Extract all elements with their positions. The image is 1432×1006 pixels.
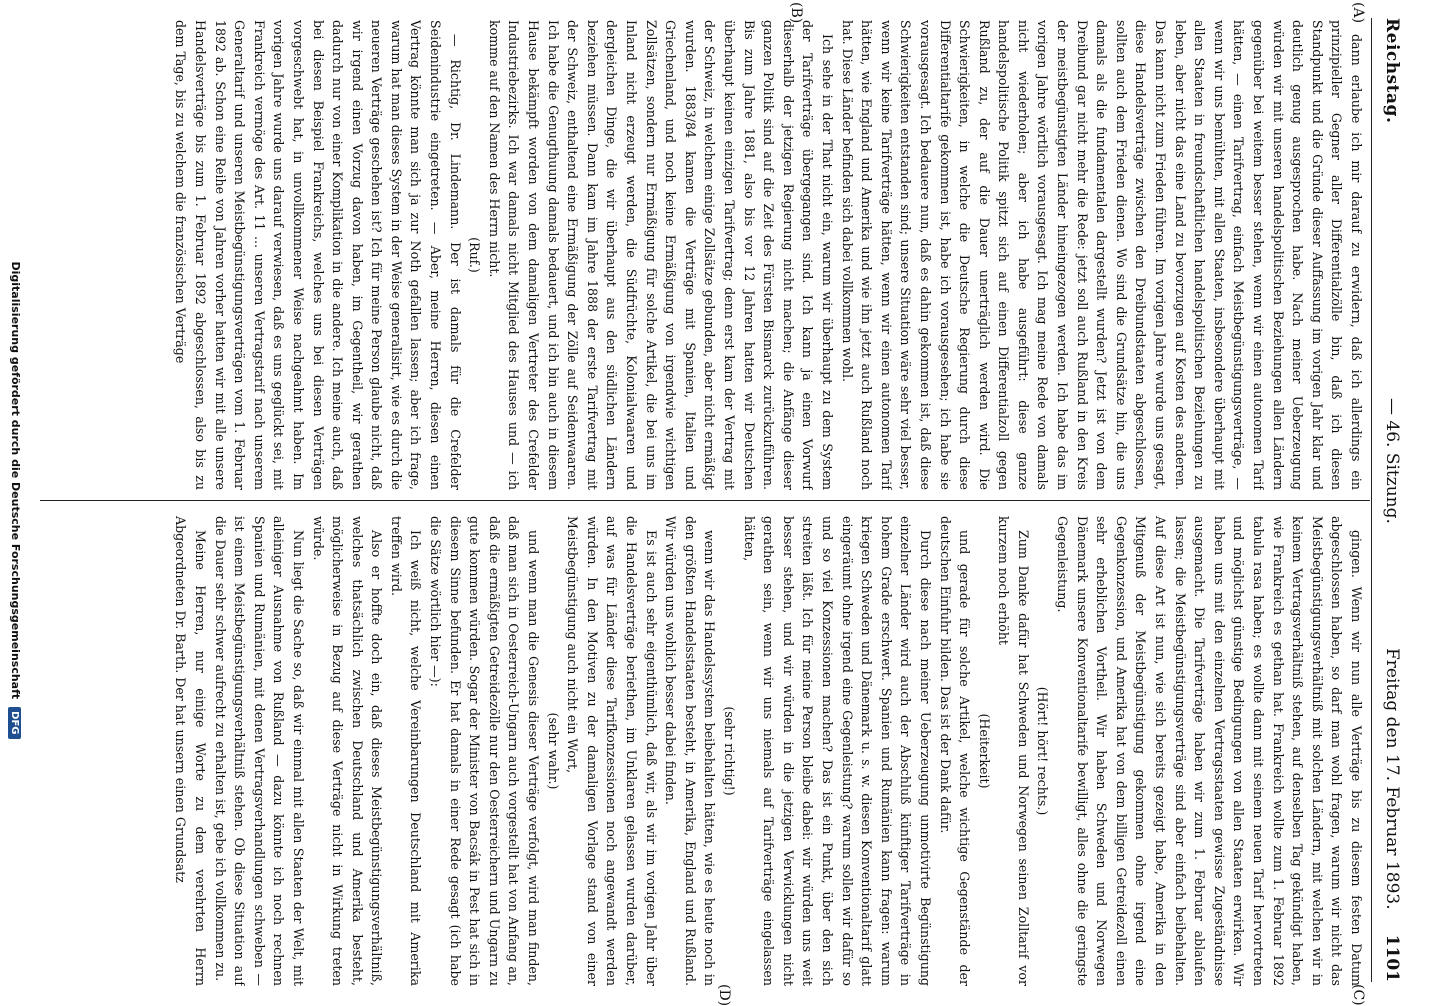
paragraph: wenn wir das Handelssystem beibehalten hätten, wie es heute noch in den größten Handelsstaaten besteht, in Amerika, England und Rußland. Wir würden uns wohlich besser dabei finden. [663,516,718,986]
stage-direction: (sehr wahr.) [545,712,561,790]
header-page-number: 1101 [1382,934,1402,982]
paragraph: Nun liegt die Sache so, daß wir einmal mit allen Staaten der Welt, mit alleiniger Ausnahme von Rußland — dazu könnte ich noch rechnen Spanien und Rumänien, mit denen Vertragsverhandlungen schweben — ist einem Meistbegünstigungsverhältniß stehen. Ob diese Situation auf die Dauer sehr schwer aufrecht zu erhalten ist, gebe ich vollkommen zu. [212,516,306,986]
digitization-credit [8,0,22,1000]
stage-direction: (sehr richtig!) [722,706,737,796]
margin-marker-b: (B) [788,2,804,24]
right-text-column [36,516,1366,986]
paragraph: und wenn man die Genesis dieser Verträge verfolgt, wird man finden, daß man sich in Oesterreich-Ungarn auch vorgestellt hat von Anfang an, daß die ermäßigten Getreidezölle nur den Oesterreichern und Ungarn zu gute kommen würden. Sogar der Minister von Bacsák in Pest hat sich in diesem Sinne befunden. Er hat damals in einer Rede gesagt (ich habe die Sätze wörtlich hier —): [428,516,542,986]
margin-marker-a: (A) [1350,2,1366,24]
paragraph: Also er hoffte doch ein, daß dieses Meistbegünstigungsverhältniß, welches thatsächlich zwischen Deutschland und Amerika besteht, möglicherweise in Bezug auf diese Verträge nicht in Wirkung treten würde. [310,516,385,986]
header-session: — 46. Sitzung. [1382,398,1402,524]
paragraph: Zum Danke dafür hat Schweden und Norwegen seinen Zolltarif vor kurzem noch erhöht [996,516,1031,986]
paragraph: — Richtig, Dr. Lindemann. Der ist damals für die Crefelder Seidenindustrie eingetreten. — Aber, meine Herren, diesen einen Vertrag könnte man sich ja zur Noth gefallen lassen; aber ich frage, warum hat man dieses System in der Weise generalisirt, wie es durch die neueren Verträge geschehen ist? Ich für meine Person glaube nicht, daß wir irgend einen Vorzug davon haben, im Gegentheil, wir gerathen dadurch nur von einer Komplikation in die andere. Ich meine auch, daß bei diesen Beispiel Frankreichs, welches uns bei diesen Verträgen vorgeschwebt hat, in unvollkommener Weise nachgeahmt haben. Im vorigen Jahre wurde uns darauf verwiesen, daß es uns geglückt sei, mit Frankreich vermöge des Art. 11 ... unseren Vertragstarif nach unserem Generaltarif und unseren Meistbegünstigungsverträgen vom 1. Februar 1892 ab. Schon eine Reihe von Jahren vorher hatten wir mit alle unsere Handelsverträge bis zum 1. Februar 1892 abgeschlossen, also bis zu dem Tage, bis zu welchem die französischen Verträge [173,20,463,490]
paragraph: gingen. Wenn wir nun alle Verträge bis zu diesem festen Datum abgeschlossen haben, so darf man wohl fragen, warum wir nicht das Meistbegünstigungsverhältniß mit solchen Ländern, mit welchen wir in keinem Vertragsverhältniß stehen, auf denselben Tag gekündigt haben, wie Frankreich es gethan hat. Frankreich wollte zum 1. Februar 1892 tabula rasa haben; es wollte dann mit seinem neuen Tarif hervortreten und möglichst günstige Bedingungen von allen Staaten erwirken. Wir haben uns mit den einzelnen Vertragsstaaten gewisse Zugeständnisse ausgemacht. Die Tarifverträge haben wir zum 1. Februar ablaufen lassen; die Meistbegünstigungsverträge sind aber einfach beibehalten. Auf diese Art ist nun, wie sich bereits gezeigt habe, Amerika in den Mitgenuß der Meistbegünstigung gekommen ohne irgend eine Gegenkonzession, und Amerika hat von dem billigen Getreidezoll einen sehr erheblichen Vortheil. Wir haben Schweden und Norwegen Dänemark unsere Konventionaltarife bewilligt, alles ohne die geringste Gegenleistung. [1055,516,1364,986]
quotation: Ich weiß nicht, welche Vereinbarungen Deutschland mit Amerika treffen wird. [388,516,424,986]
stage-direction: (Ruf.) [467,237,483,273]
dfg-logo: DFG [8,707,21,738]
header-rule [1371,18,1372,982]
paragraph: Meine Herren, nur einige Worte zu dem verehrten Herrn Abgeordneten Dr. Barth. Der hat unsern einen Grundsatz [173,516,208,986]
margin-marker-d: (D) [716,984,732,1006]
stage-direction: (Hört! hört! rechts.) [1035,686,1051,816]
paragraph: und gerade für solche Artikel, welche wichtige Gegenstände der deutschen Einfuhr bilden. Das ist der Dank dafür. [937,516,973,986]
header-date: Freitag den 17. Februar 1893. [1382,648,1402,910]
paragraph: Durch diese nach meiner Ueberzeugung unmotivirte Begünstigung einzelner Länder wird auch der Abschluß künftiger Tarifverträge in hohem Grade erschwert. Spanien und Rumänien kann fragen: warum kriegen Schweden und Dänemark u. s. w. diesen Konventionaltarif glatt eingeräumt ohne irgend eine Gegenleistung? warum sollen wir dafür so und so viel Konzessionen machen? Das ist ein Punkt, über den sich streiten läßt. Ich für meine Person bleibe dabei: wir würden uns weit besser stehen, und wir würden in die jetzigen Verwicklungen nicht gerathen sein, wenn wir uns niemals auf Tarifverträge eingelassen hätten, [741,516,933,986]
credit-text: Digitalisierung gefördert durch die Deutsche Forschungsgemeinschaft [9,261,22,700]
margin-marker-c: (C) [1350,984,1366,1006]
header-title: Reichstag. [1382,18,1402,124]
paragraph: dann erlaube ich mir darauf zu erwidern, daß ich allerdings ein prinzipieller Gegner aller Differentialzölle bin, daß ich diesen Standpunkt und die Gründe dieser Auffassung im vorigen Jahr klar und deutlich genug ausgesprochen habe. Nach meiner Ueberzeugung würden wir mit unseren handelspolitischen Beziehungen allen Ländern gegenüber bei weitem besser stehen, wenn wir einen autonomen Tarif hätten, — einen Tarifvertrag, einfach Meistbegünstigungsverträge, — wenn wir uns bemühten, mit allen Staaten, insbesondere überhaupt mit allen Staaten in freundschaftlichen handelspolitischen Beziehungen zu leben, aber nicht das eine Land zu bevorzugen auf Kosten des anderen. Das kann nicht zum Frieden führen. Im vorigen Jahre wurde uns gesagt, diese Handelsverträge zwischen den Dreibundstaaten abgeschlossen, sollten auch dem Frieden dienen. Wo sind die Grundsätze hin, die uns damals als die fundamentalen dargestellt wurden? Jetzt ist von dem Dreibund gar nicht mehr die Rede: jetzt soll auch Rußland in den Kreis der meistbegünstigten Länder hineingezogen werden. Ich habe das im vorigen Jahre wörtlich vorausgesagt. Ich mag meine Rede von damals nicht wiederholen; aber ich habe ausgeführt: diese ganze handelspolitische Politik spitzt sich auf einen Differentialzoll gegen Rußland zu, der auf die Dauer unerträglich werden wird. Die Schwierigkeiten, in welche die Deutsche Regierung durch diese Differentialtarife gekommen ist, habe ich vorausgesehen; ich habe sie vorausgesagt. Ich bedauere nun, daß es dahin gekommen ist, daß diese Schwierigkeiten entstanden sind; unsere Situation wäre sehr viel besser, wenn wir keine Tarifverträge hätten, wenn wir einen autonomen Tarif hätten, wie England und Amerika und wie ihn jetzt auch Rußland noch hat. Diese Länder befinden sich dabei vollkommen wohl. [839,20,1364,490]
column-divider [40,500,1370,501]
paragraph: Es ist auch sehr eigenthümlich, daß wir, als wir im vorigen Jahr über die Handelsverträge beriethen, im Unklaren gelassen wurden darüber, auf was für Länder diese Tarifkonzessionen noch angewandt werden würden. In den Motiven zu der damaligen Vorlage stand von einer Meistbegünstigung auch nicht ein Wort, [565,516,659,986]
paragraph: Ich sehe in der That nicht ein, warum wir überhaupt zu dem System der Tarifverträge übergegangen sind. Ich kann ja einen Vorwurf dieserhalb der jetzigen Regierung nicht machen; die Anfänge dieser ganzen Politik sind auf die Zeit des Fürsten Bismarck zurückzuführen. Bis zum Jahre 1881, also bis vor 12 Jahren hatten wir Deutschen überhaupt keinen einzigen Tarifvertrag; denn erst kam der Vertrag mit der Schweiz, in welchem einige Zollsätze gebunden, aber nicht ermäßigt wurden. 1883/84 kamen die Verträge mit Spanien, Italien und Griechenland, und noch keine Ermäßigung von irgendwie wichtigen Zollsätzen, sondern nur Ermäßigung für solche Artikel, die bei uns im Inland nicht erzeugt werden, die Südfrüchte, Kolonialwaaren und dergleichen Dinge, die wir überhaupt aus den südlichen Ländern beziehen müssen. Dann kam im Jahre 1888 der erste Tarifvertrag mit der Schweiz, enthaltend eine Ermäßigung der Zölle auf Seidenwaaren. Ich habe die Genugthuung damals bedauert, und ich bin auch in diesem Hause bekämpft worden von dem damaligen Vertreter des Crefelder Industriebezirks. Ich war damals nicht Mitglied des Hauses und — ich komme auf den Namen des Herrn nicht. [486,20,835,490]
left-text-column [36,20,1366,490]
stage-direction: (Heiterkeit) [976,713,992,789]
page-header [1376,18,1402,982]
